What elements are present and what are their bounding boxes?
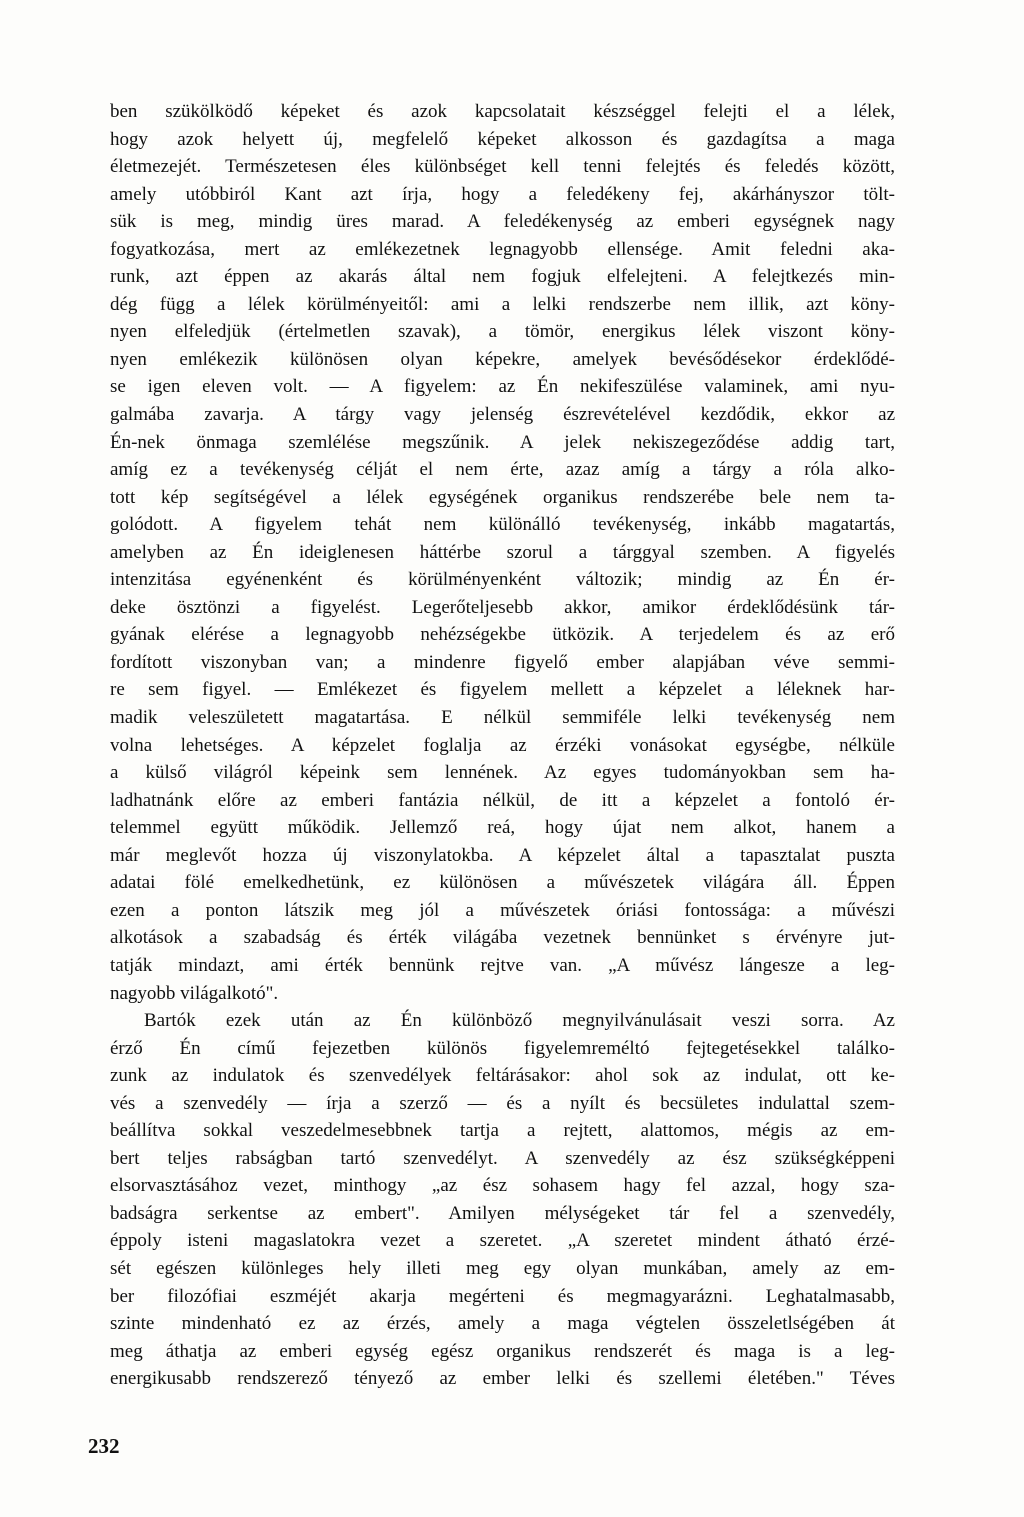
- text-line: ben szükölködő képeket és azok kapcsolatait készséggel felejti el a lélek,: [110, 101, 895, 122]
- text-line: deke ösztönzi a figyelést. Legerőteljesebb akkor, amikor érdeklődésünk tár-: [110, 596, 895, 618]
- text-line: energikusabb rendszerező tényező az ember lelki és szellemi életében." Téves: [110, 1368, 895, 1390]
- text-line: madik veleszületett magatartása. E nélkül semmiféle lelki tevékenység nem: [110, 707, 895, 729]
- text-line: re sem figyel. — Emlékezet és figyelem mellett a képzelet a léleknek har-: [110, 679, 895, 701]
- text-line: alkotások a szabadság és érték világába vezetnek bennünket s érvényre jut-: [110, 927, 895, 949]
- text-line: a külső világról képeink sem lennének. Az egyes tudományokban sem ha-: [110, 762, 895, 784]
- text-line: érző Én című fejezetben különös figyelemreméltó fejtegetésekkel találko-: [110, 1037, 895, 1059]
- text-line: nyen elfeledjük (értelmetlen szavak), a tömör, energikus lélek viszont köny-: [110, 321, 895, 343]
- text-line: badságra serkentse az embert". Amilyen mélységeket tár fel a szenvedély,: [110, 1202, 895, 1224]
- text-line: se igen eleven volt. — A figyelem: az Én nekifeszülése valaminek, ami nyu-: [110, 376, 895, 398]
- text-line: tatják mindazt, ami érték bennünk rejtve van. „A művész lángesze a leg-: [110, 954, 895, 976]
- text-line: már meglevőt hozza új viszonylatokba. A képzelet által a tapasztalat puszta: [110, 844, 895, 866]
- text-line: nagyobb világalkotó".: [110, 982, 279, 1004]
- text-line: ber filozófiai eszméjét akarja megérteni és megmagyarázni. Leghatalmasabb,: [110, 1285, 895, 1307]
- body-text: [110, 98, 895, 1393]
- text-line: vés a szenvedély — írja a szerző — és a nyílt és becsületes indulattal szem-: [110, 1092, 895, 1114]
- text-line: nyen emlékezik különösen olyan képekre, amelyek bevésődésekor érdeklődé-: [110, 348, 895, 370]
- text-line: sét egészen különleges hely illeti meg egy olyan munkában, amely az em-: [110, 1257, 895, 1279]
- text-line: amelyben az Én ideiglenesen háttérbe szorul a tárggyal szemben. A figyelés: [110, 541, 895, 563]
- text-line: fogyatkozása, mert az emlékezetnek legnagyobb ellensége. Amit feledni aka-: [110, 238, 895, 260]
- text-line: éppoly isteni magaslatokra vezet a szeretet. „A szeretet mindent átható érzé-: [110, 1230, 895, 1252]
- text-line: Én-nek önmaga szemlélése megszűnik. A jelek nekiszegeződése addig tart,: [110, 431, 895, 453]
- text-line: golódott. A figyelem tehát nem különálló tevékenység, inkább magatartás,: [110, 514, 895, 536]
- text-line: volna lehetséges. A képzelet foglalja az érzéki vonásokat egységbe, nélküle: [110, 734, 895, 756]
- text-line: ezen a ponton látszik meg jól a művészetek óriási fontossága: a művészi: [110, 899, 895, 921]
- text-line: bert teljes rabságban tartó szenvedélyt. A szenvedély az ész szükségképpeni: [110, 1147, 895, 1169]
- text-line: hogy azok helyett új, megfelelő képeket alkosson és gazdagítsa a maga: [110, 128, 895, 150]
- text-line: ladhatnánk előre az emberi fantázia nélkül, de itt a képzelet a fontoló ér-: [110, 789, 895, 811]
- text-line: telemmel együtt működik. Jellemző reá, hogy újat nem alkot, hanem a: [110, 817, 895, 839]
- text-line: amíg ez a tevékenység célját el nem érte, azaz amíg a tárgy a róla alko-: [110, 459, 895, 481]
- text-line: fordított viszonyban van; a mindenre figyelő ember alapjában véve semmi-: [110, 651, 895, 673]
- text-line: meg áthatja az emberi egység egész organikus rendszerét és maga is a leg-: [110, 1340, 895, 1362]
- text-line: intenzitása egyénenként és körülményenként változik; mindig az Én ér-: [110, 569, 895, 591]
- page-number: 232: [88, 1434, 120, 1458]
- text-line: gyának elérése a legnagyobb nehézségekbe ütközik. A terjedelem és az erő: [110, 624, 895, 646]
- text-line: zunk az indulatok és szenvedélyek feltárásakor: ahol sok az indulat, ott ke-: [110, 1065, 895, 1087]
- text-line: tott kép segítségével a lélek egységének organikus rendszerébe bele nem ta-: [110, 486, 895, 508]
- text-line: beállítva sokkal veszedelmesebbnek tartja a rejtett, alattomos, mégis az em-: [110, 1120, 895, 1142]
- text-line: szinte mindenható ez az érzés, amely a maga végtelen összeletlségében át: [110, 1313, 895, 1335]
- text-line: Bartók ezek után az Én különböző megnyilvánulásait veszi sorra. Az: [144, 1010, 895, 1032]
- text-line: runk, azt éppen az akarás által nem fogjuk elfelejteni. A felejtkezés min-: [110, 266, 895, 288]
- text-line: dég függ a lélek körülményeitől: ami a lelki rendszerbe nem illik, azt köny-: [110, 293, 895, 315]
- text-line: elsorvasztásához vezet, minthogy „az ész sohasem hagy fel azzal, hogy sza-: [110, 1175, 895, 1197]
- text-line: adatai fölé emelkedhetünk, ez különösen a művészetek világára áll. Éppen: [110, 872, 895, 894]
- text-line: amely utóbbiról Kant azt írja, hogy a feledékeny fej, akárhányszor tölt-: [110, 183, 895, 205]
- text-line: sük is meg, mindig üres marad. A feledékenység az emberi egységnek nagy: [110, 211, 895, 233]
- text-line: életmezejét. Természetesen éles különbséget kell tenni felejtés és feledés között,: [110, 156, 895, 178]
- text-line: galmába zavarja. A tárgy vagy jelenség észrevételével kezdődik, ekkor az: [110, 404, 895, 426]
